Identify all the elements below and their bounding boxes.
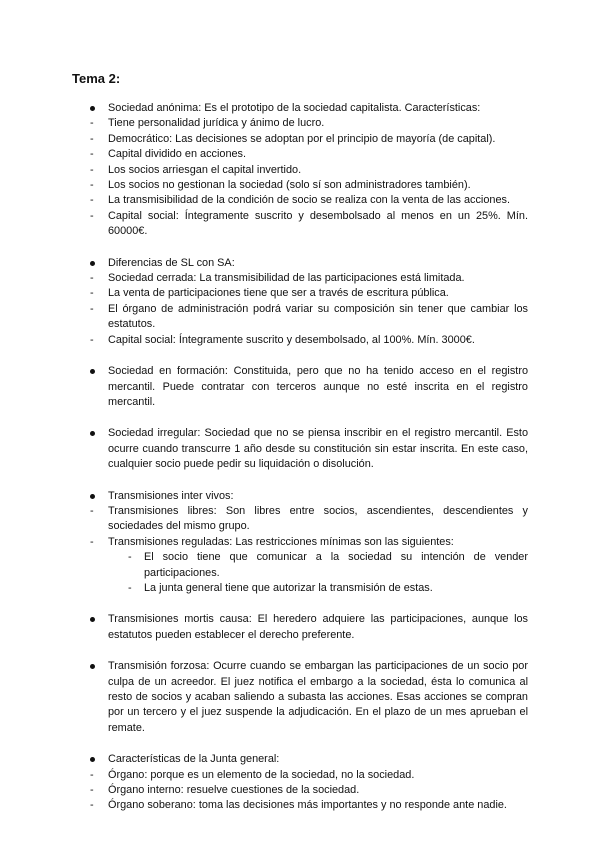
dash-item xyxy=(0,209,600,240)
dash-item xyxy=(0,132,600,147)
dash-icon: - xyxy=(90,768,94,781)
dash-item xyxy=(0,798,600,813)
dash-text: Capital dividido en acciones. xyxy=(108,148,247,161)
section-junta-general xyxy=(0,752,600,814)
document-body xyxy=(0,101,600,830)
bullet-icon xyxy=(90,664,95,669)
dash-icon: - xyxy=(90,784,94,797)
bullet-item xyxy=(0,659,600,736)
bullet-text: Características de la Junta general: xyxy=(108,753,280,766)
dash-item xyxy=(0,333,600,348)
bullet-item xyxy=(0,752,600,767)
bullet-text: Sociedad en formación: Constituida, pero que no ha tenido acceso en el registro mercantil. Puede contratar con terceros aunque no esté inscrita en el registro mercantil. xyxy=(108,365,528,408)
section-transmision-forzosa xyxy=(0,659,600,736)
dash-icon: - xyxy=(90,799,94,812)
section-sociedad-en-formacion xyxy=(0,364,600,410)
dash-icon: - xyxy=(90,163,94,176)
section-sociedad-irregular xyxy=(0,426,600,472)
dash-item xyxy=(0,193,600,208)
bullet-item xyxy=(0,489,600,504)
dash-icon: - xyxy=(90,179,94,192)
page-title: Tema 2: xyxy=(72,71,121,86)
dash-text: La venta de participaciones tiene que ser a través de escritura pública. xyxy=(108,287,449,300)
dash-item xyxy=(0,504,600,535)
sub-dash-text: La junta general tiene que autorizar la transmisión de estas. xyxy=(144,581,433,594)
dash-text: Los socios no gestionan la sociedad (solo sí son administradores también). xyxy=(108,179,471,192)
bullet-icon xyxy=(90,261,95,266)
sub-dash-item xyxy=(0,550,600,581)
dash-text: Sociedad cerrada: La transmisibilidad de las participaciones está limitada. xyxy=(108,272,465,285)
dash-item xyxy=(0,163,600,178)
sub-dash-item xyxy=(0,581,600,596)
dash-text: Órgano soberano: toma las decisiones más importantes y no responde ante nadie. xyxy=(108,799,507,812)
dash-icon: - xyxy=(128,551,132,564)
bullet-icon xyxy=(90,757,95,762)
dash-item xyxy=(0,178,600,193)
dash-text: Capital social: Íntegramente suscrito y desembolsado al menos en un 25%. Mín. 60000€. xyxy=(108,209,528,238)
dash-icon: - xyxy=(90,194,94,207)
dash-item xyxy=(0,147,600,162)
bullet-text: Sociedad anónima: Es el prototipo de la sociedad capitalista. Características: xyxy=(108,102,481,114)
dash-text: Órgano: porque es un elemento de la sociedad, no la sociedad. xyxy=(108,768,415,781)
bullet-icon xyxy=(90,617,95,622)
bullet-text: Transmisiones mortis causa: El heredero adquiere las participaciones, aunque los estatutos pueden establecer el derecho preferente. xyxy=(108,613,528,641)
dash-icon: - xyxy=(128,581,132,594)
dash-text: Capital social: Íntegramente suscrito y desembolsado, al 100%. Mín. 3000€. xyxy=(108,333,475,346)
dash-item xyxy=(0,302,600,333)
dash-text: Transmisiones reguladas: Las restricciones mínimas son las siguientes: xyxy=(108,535,454,548)
dash-text: Transmisiones libres: Son libres entre socios, ascendientes, descendientes y sociedades del mismo grupo. xyxy=(108,504,528,533)
bullet-icon xyxy=(90,369,95,374)
bullet-text: Diferencias de SL con SA: xyxy=(108,256,235,269)
bullet-icon xyxy=(90,494,95,499)
dash-text: Tiene personalidad jurídica y ánimo de lucro. xyxy=(108,117,325,130)
dash-icon: - xyxy=(90,302,94,315)
bullet-text: Sociedad irregular: Sociedad que no se piensa inscribir en el registro mercantil. Esto ocurre cuando transcurre 1 año desde su constitución sin estar inscrita. En este caso, cualquier socio puede pedir su liquidación o disolución. xyxy=(108,427,528,471)
section-sociedad-anonima xyxy=(0,101,600,240)
dash-icon: - xyxy=(90,504,94,517)
dash-item xyxy=(0,783,600,798)
dash-item xyxy=(0,535,600,550)
bullet-text: Transmisión forzosa: Ocurre cuando se embargan las participaciones de un socio por culpa de un acreedor. El juez notifica el embargo a la sociedad, ésta lo comunica al resto de socios y acaban saliendo a subasta las acciones. Esas acciones se compran por un tercero y el juez suspende la adjudicación. En el plazo de un mes aprueban el remate. xyxy=(108,660,528,734)
dash-item xyxy=(0,271,600,286)
dash-icon: - xyxy=(90,117,94,130)
section-diferencias-sl-sa xyxy=(0,256,600,348)
dash-text: La transmisibilidad de la condición de socio se realiza con la venta de las acciones. xyxy=(108,194,510,207)
dash-text: Órgano interno: resuelve cuestiones de la sociedad. xyxy=(108,784,360,797)
dash-item xyxy=(0,768,600,783)
dash-item xyxy=(0,116,600,131)
dash-item xyxy=(0,286,600,301)
dash-text: Los socios arriesgan el capital invertido. xyxy=(108,163,302,176)
dash-icon: - xyxy=(90,272,94,285)
bullet-icon xyxy=(90,431,95,436)
dash-icon: - xyxy=(90,148,94,161)
bullet-item xyxy=(0,612,600,643)
bullet-item xyxy=(0,101,600,116)
dash-icon: - xyxy=(90,132,94,145)
dash-icon: - xyxy=(90,287,94,300)
dash-icon: - xyxy=(90,333,94,346)
bullet-item xyxy=(0,364,600,410)
dash-icon: - xyxy=(90,209,94,222)
bullet-icon xyxy=(90,106,95,111)
bullet-text: Transmisiones inter vivos: xyxy=(108,489,234,502)
sub-dash-text: El socio tiene que comunicar a la sociedad su intención de vender participaciones. xyxy=(144,551,528,579)
dash-text: Democrático: Las decisiones se adoptan por el principio de mayoría (de capital). xyxy=(108,132,496,145)
dash-text: El órgano de administración podrá variar su composición sin tener que cambiar los estatutos. xyxy=(108,302,528,331)
bullet-item xyxy=(0,256,600,271)
section-transmisiones-inter-vivos xyxy=(0,489,600,597)
section-transmisiones-mortis-causa xyxy=(0,612,600,643)
dash-icon: - xyxy=(90,535,94,548)
bullet-item xyxy=(0,426,600,472)
